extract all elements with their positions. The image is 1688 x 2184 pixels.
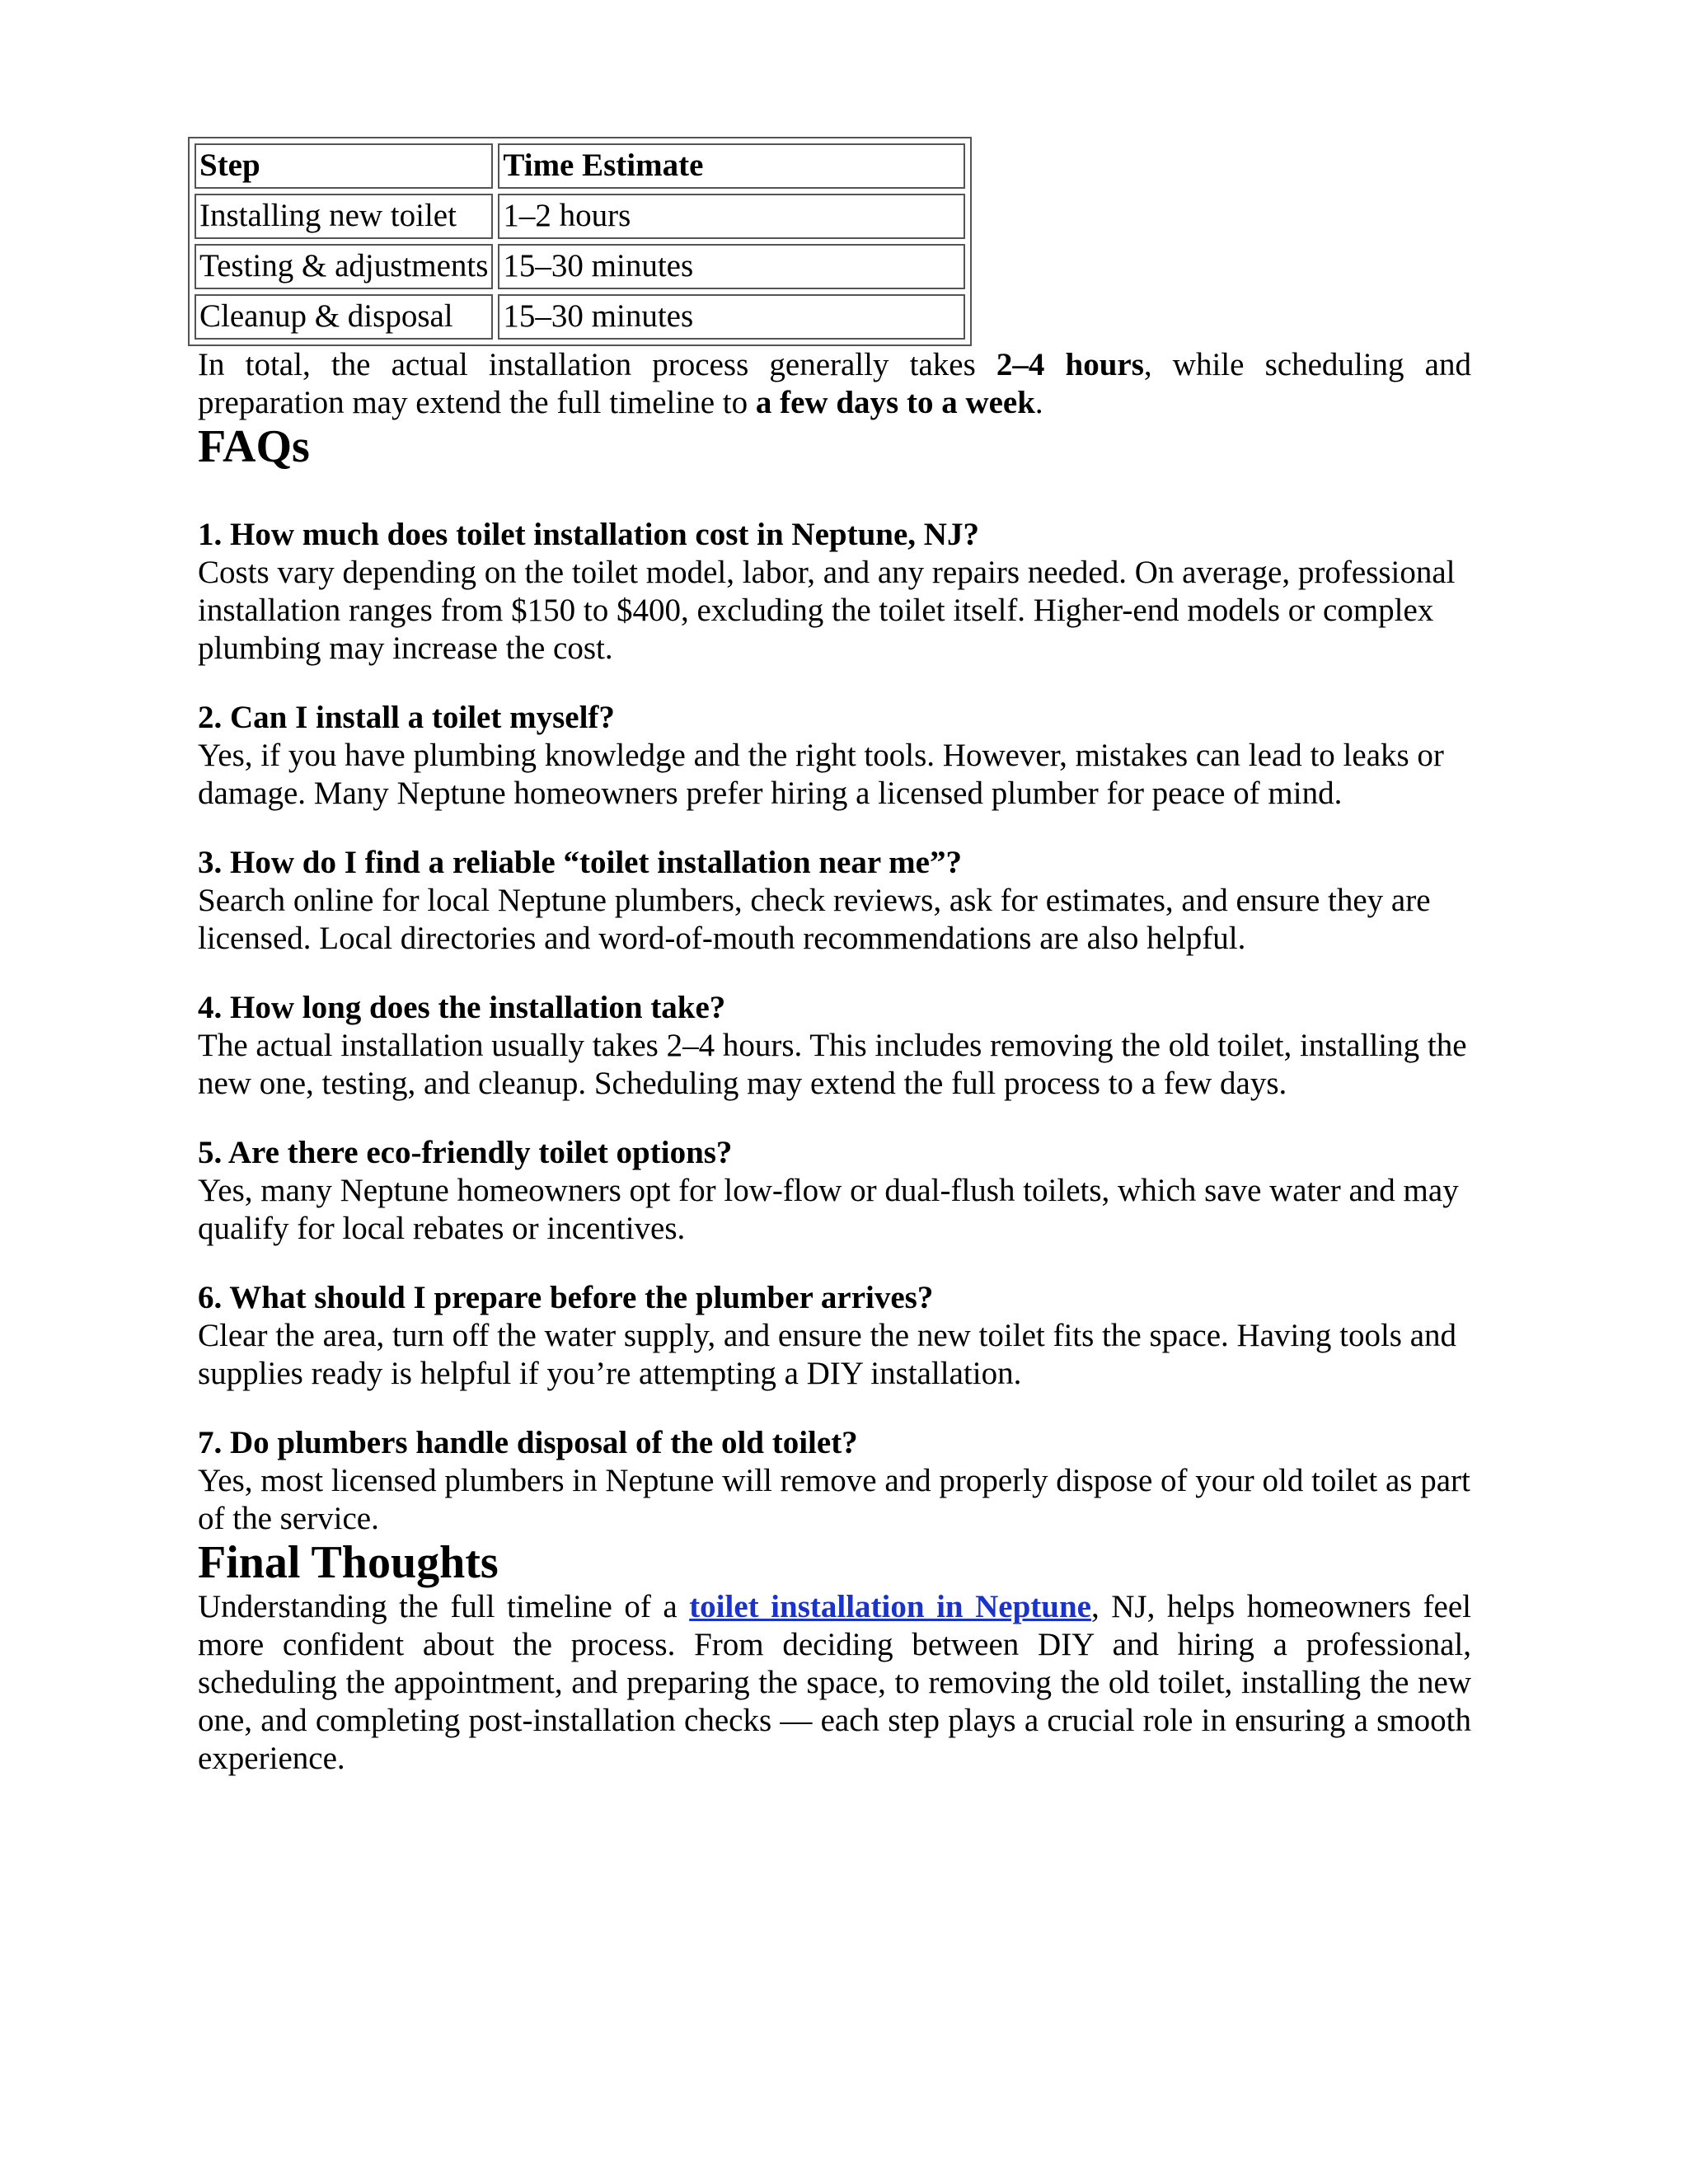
table-header-time: Time Estimate — [498, 143, 965, 189]
faq-answer: Clear the area, turn off the water supply, and ensure the new toilet fits the space. Having tools and supplies ready is helpful if you’re attempting a DIY installation. — [198, 1317, 1457, 1391]
table-row — [195, 194, 965, 239]
faq-answer: Costs vary depending on the toilet model, labor, and any repairs needed. On average, professional installation ranges from $150 to $400, excluding the toilet itself. Higher-end models or complex plumbing may increase the cost. — [198, 554, 1456, 666]
faq-answer: Yes, if you have plumbing knowledge and the right tools. However, mistakes can lead to leaks or damage. Many Neptune homeowners prefer hiring a licensed plumber for peace of mind. — [198, 737, 1444, 811]
faq-question: 6. What should I prepare before the plumber arrives? — [198, 1279, 934, 1315]
faq-question: 4. How long does the installation take? — [198, 989, 726, 1025]
faq-answer: Yes, most licensed plumbers in Neptune will remove and properly dispose of your old toilet as part of the service. — [198, 1462, 1470, 1536]
table-cell-time: 15–30 minutes — [498, 294, 965, 340]
table-cell-step: Testing & adjustments — [195, 244, 493, 289]
table-cell-step: Cleanup & disposal — [195, 294, 493, 340]
final-thoughts-heading: Final Thoughts — [198, 1536, 499, 1588]
table-cell-time: 1–2 hours — [498, 194, 965, 239]
faq-question: 5. Are there eco-friendly toilet options? — [198, 1134, 733, 1170]
table-cell-time: 15–30 minutes — [498, 244, 965, 289]
faq-question: 3. How do I find a reliable “toilet installation near me”? — [198, 844, 962, 880]
table-row — [195, 294, 965, 340]
document-page — [198, 137, 1471, 1778]
summary-bold-hours: 2–4 hours — [996, 347, 1144, 382]
faq-item — [198, 699, 1471, 813]
faq-item — [198, 1134, 1471, 1248]
summary-bold-timeline: a few days to a week — [755, 385, 1035, 420]
faq-item — [198, 1279, 1471, 1393]
faqs-heading: FAQs — [198, 421, 310, 472]
toilet-installation-link[interactable]: toilet installation in Neptune — [689, 1589, 1091, 1625]
faq-item — [198, 989, 1471, 1103]
summary-text-3: . — [1034, 385, 1043, 420]
final-text-before-link: Understanding the full timeline of a — [198, 1589, 690, 1625]
table-row — [195, 244, 965, 289]
summary-paragraph — [198, 346, 1471, 422]
faq-answer: The actual installation usually takes 2–4 hours. This includes removing the old toilet, installing the new one, testing, and cleanup. Scheduling may extend the full process to a few days. — [198, 1027, 1467, 1101]
faq-answer: Search online for local Neptune plumbers, check reviews, ask for estimates, and ensure they are licensed. Local directories and word-of-mouth recommendations are also helpful. — [198, 882, 1431, 956]
faq-item — [198, 516, 1471, 668]
time-estimate-table — [188, 137, 972, 346]
final-text-after-link: , NJ, helps homeowners feel more confident about the process. From deciding between DIY and hiring a professional, scheduling the appointment, and preparing the space, to removing the old toilet, installing the new one, and completing post-installation checks — each step plays a crucial role in ensuring a smooth experience. — [198, 1589, 1471, 1777]
summary-text-1: In total, the actual installation process generally takes — [198, 347, 996, 382]
table-header-step: Step — [195, 143, 493, 189]
faq-question: 2. Can I install a toilet myself? — [198, 699, 615, 735]
faq-item — [198, 844, 1471, 958]
table-header-row — [195, 143, 965, 189]
faq-answer: Yes, many Neptune homeowners opt for low-flow or dual-flush toilets, which save water and may qualify for local rebates or incentives. — [198, 1172, 1459, 1246]
final-thoughts-paragraph — [198, 1588, 1471, 1778]
faq-question: 1. How much does toilet installation cost in Neptune, NJ? — [198, 516, 979, 552]
table-cell-step: Installing new toilet — [195, 194, 493, 239]
summary-text-2: , while scheduling and preparation may extend the full timeline to — [198, 347, 1471, 420]
faq-item — [198, 1424, 1471, 1538]
faq-list — [198, 516, 1471, 1538]
faq-question: 7. Do plumbers handle disposal of the old toilet? — [198, 1424, 858, 1460]
